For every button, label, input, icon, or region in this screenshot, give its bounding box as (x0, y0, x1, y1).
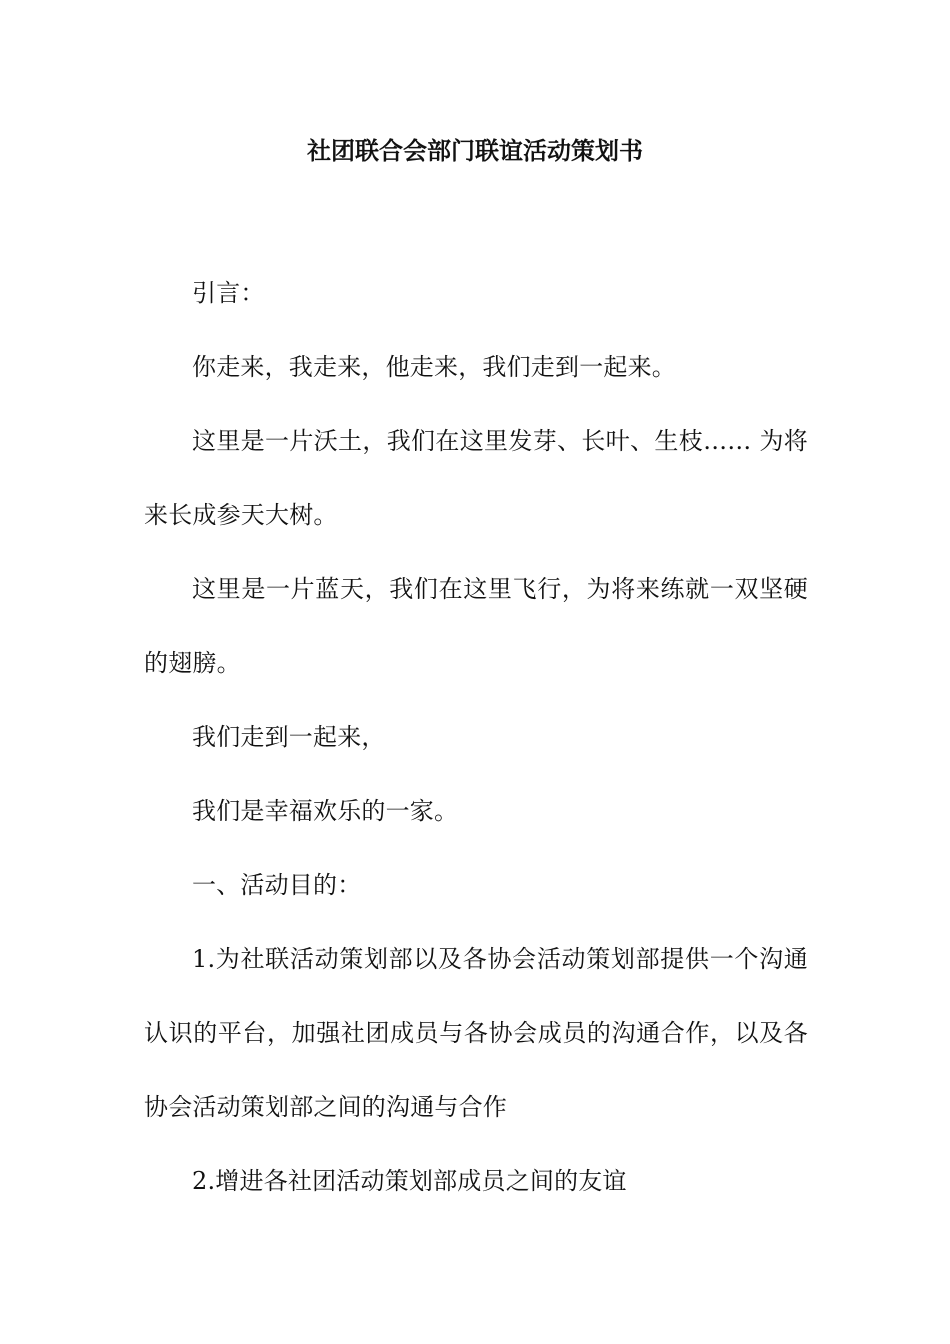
section-heading-purpose: 一、活动目的： (192, 871, 362, 899)
paragraph-together: 我们走到一起来， (192, 723, 386, 751)
document-body (144, 256, 808, 1218)
paragraph-you-come: 你走来，我走来，他走来，我们走到一起来。 (192, 353, 676, 381)
paragraph-fertile-soil: 这里是一片沃土，我们在这里发芽、长叶、生枝…… 为将来长成参天大树。 (144, 427, 808, 529)
paragraph-intro-heading: 引言： (192, 279, 265, 307)
list-item-purpose-2: 2.增进各社团活动策划部成员之间的友谊 (192, 1167, 627, 1195)
document-title: 社团联合会部门联谊活动策划书 (307, 136, 643, 165)
list-item-purpose-1: 1.为社联活动策划部以及各协会活动策划部提供一个沟通认识的平台，加强社团成员与各协会成员的沟通合作，以及各协会活动策划部之间的沟通与合作 (144, 945, 808, 1121)
paragraph-happy-family: 我们是幸福欢乐的一家。 (192, 797, 459, 825)
paragraph-blue-sky: 这里是一片蓝天，我们在这里飞行，为将来练就一双坚硬的翅膀。 (144, 575, 808, 677)
